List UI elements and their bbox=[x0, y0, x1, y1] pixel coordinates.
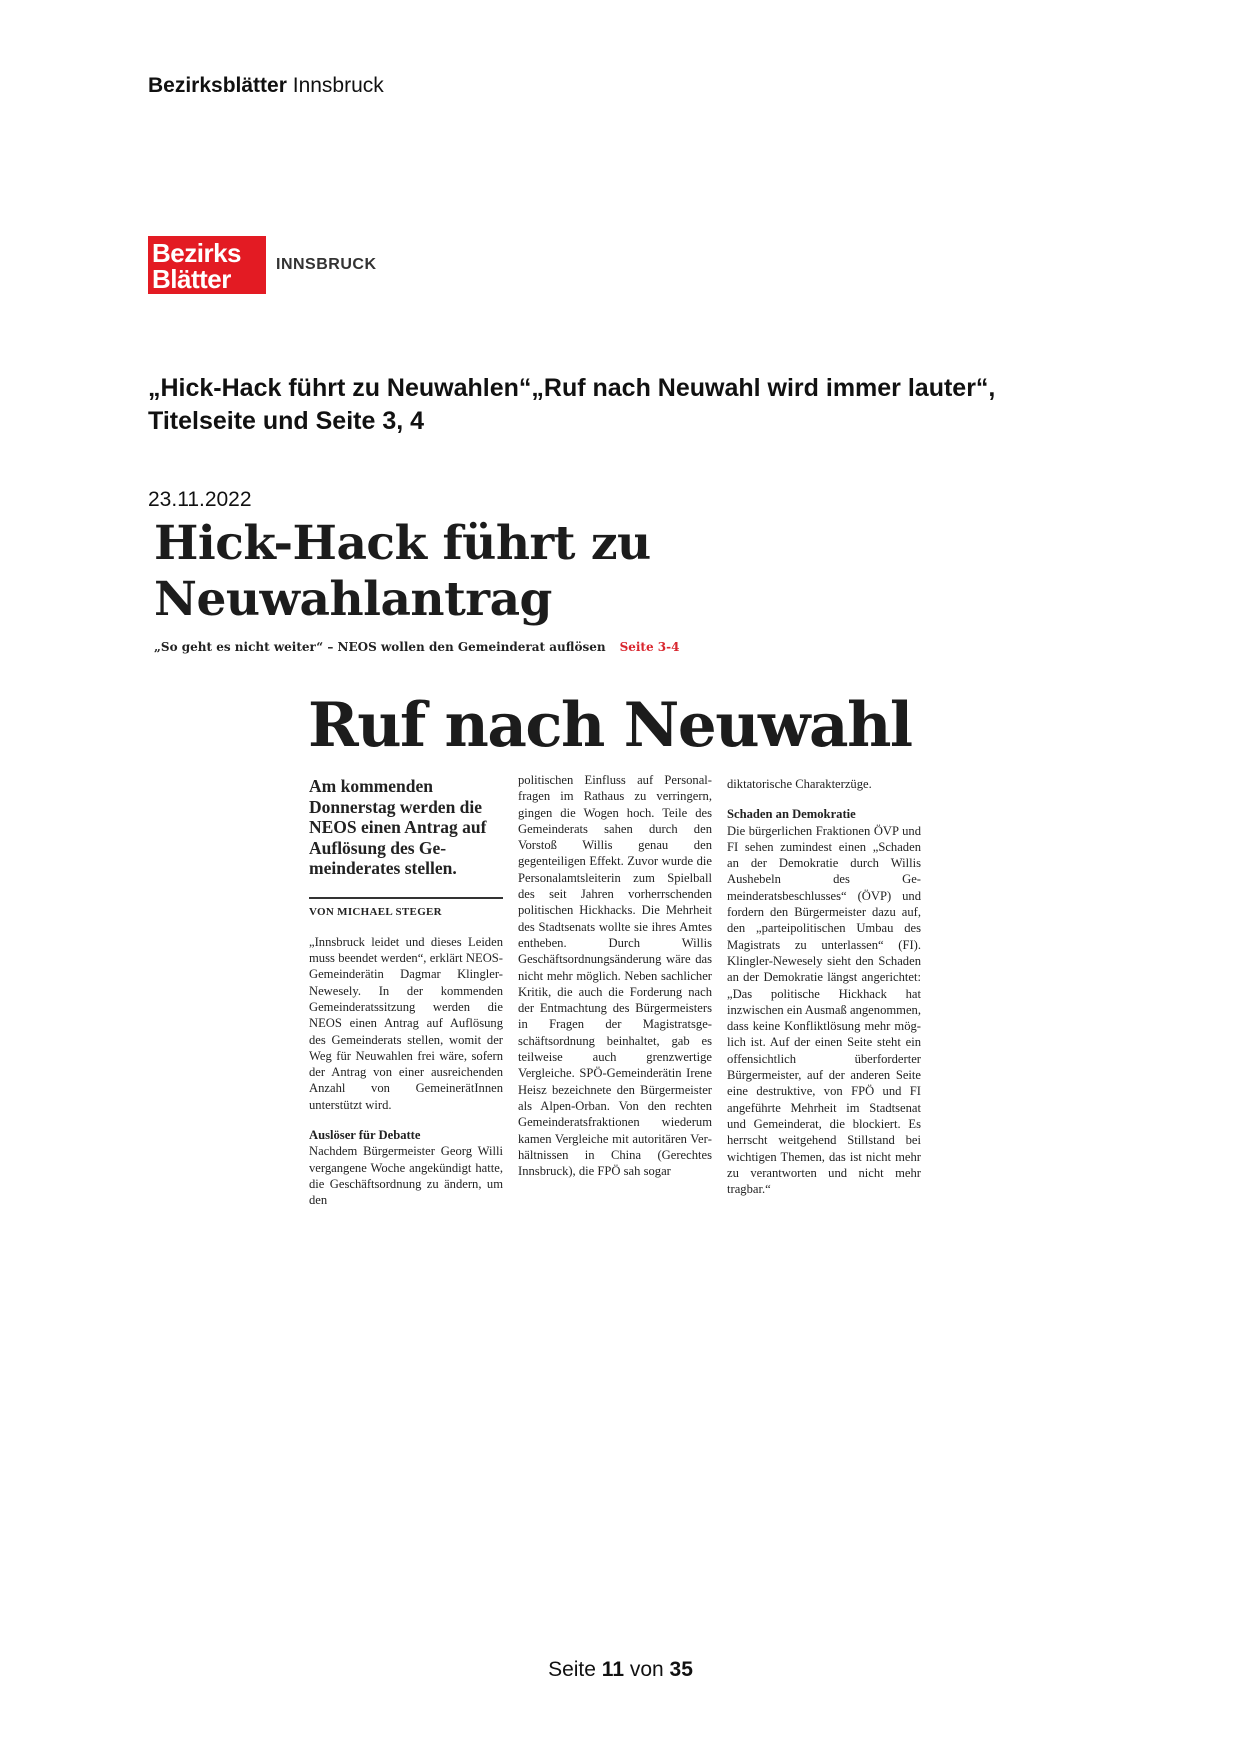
footer-total-pages: 35 bbox=[669, 1658, 693, 1681]
front-page-subline bbox=[154, 640, 679, 654]
article-paragraph: politischen Einfluss auf Personalfragen im Rathaus zu verringern, gingen die Wogen hoch. Teile des Gemeinderats sahen durch den Vorstoß Willis genau den gegenteiligen Effekt. Zuvor wurde die Personalamtsleiterin zum Spielball des seit Jahren vorherrschenden politischen Hickhacks. Die Mehrheit des Stadtsenats wollte sie ihres Amtes entheben. Durch Willis Geschäftsordnungsänderung wäre das nicht mehr möglich. Neben sachlicher Kritik, die auch die Forderung nach der Entmachtung des Bürgermeisters in Fragen der Magistratsgeschäftsordnung beinhaltet, gab es teilweise auch grenzwertige Vergleiche. SPÖ-Gemeinderätin Irene Heisz bezeichnete den Bürgermeister als Alpen-Orban. Von den rechten Gemeinderatsfraktionen wiederum kamen Vergleiche mit autoritären Verhältnissen in China (Gerechtes Innsbruck), die FPÖ sah sogar bbox=[518, 773, 712, 1179]
document-title: „Hick-Hack führt zu Neuwahlen“„Ruf nach Neuwahl wird immer lauter“, Titelseite und Seite 3, 4 bbox=[148, 374, 996, 435]
article-column-1 bbox=[309, 776, 503, 1209]
article-subhead: Auslöser für Debatte bbox=[309, 1128, 421, 1143]
article-column-3 bbox=[727, 776, 921, 1197]
footer-page-number: 11 bbox=[601, 1658, 624, 1681]
logo-line1: Bezirks bbox=[152, 238, 241, 268]
front-page-reference: Seite 3-4 bbox=[619, 640, 680, 654]
article-byline: VON MICHAEL STEGER bbox=[309, 897, 503, 920]
article-paragraph: Nachdem Bürgermeister Georg Willi vergangene Woche angekündigt hatte, die Geschäftsordnung zu ändern, um den bbox=[309, 1144, 503, 1208]
document-date: 23.11.2022 bbox=[148, 488, 252, 511]
footer-prefix: Seite bbox=[548, 1658, 596, 1681]
page-header bbox=[148, 74, 384, 98]
article-column-2 bbox=[518, 772, 712, 1179]
footer-middle: von bbox=[629, 1658, 664, 1681]
logo-line2: Blätter bbox=[152, 264, 231, 294]
logo-city: INNSBRUCK bbox=[276, 256, 377, 273]
article-headline: Ruf nach Neuwahl bbox=[308, 690, 912, 761]
header-brand: Bezirksblätter bbox=[148, 74, 287, 97]
article-subhead: Schaden an Demokratie bbox=[727, 807, 856, 822]
article-paragraph: diktatorische Charakterzüge. bbox=[727, 777, 872, 791]
bezirksblaetter-logo bbox=[148, 236, 266, 294]
front-page-headline: Hick-Hack führt zu Neuwahlantrag bbox=[154, 516, 651, 627]
article-paragraph: „Innsbruck leidet und dieses Leiden muss beendet werden“, erklärt NEOS-Gemeinderätin Dagmar Klingler-Newesely. In der kommenden Gemeinderatssitzung werden die NEOS einen Antrag auf Auflösung des Gemeinderats stellen, womit der Weg für Neuwahlen frei wäre, sofern der Antrag von einer ausreichenden Anzahl von GemeinerätInnen unterstützt wird. bbox=[309, 934, 503, 1112]
page-footer bbox=[0, 1658, 1241, 1682]
front-sub-text: „So geht es nicht weiter“ – NEOS wollen den Gemeinderat auflösen bbox=[154, 640, 606, 654]
header-city: Innsbruck bbox=[292, 74, 384, 97]
article-intro: Am kommenden Donnerstag werden die NEOS einen Antrag auf Auflösung des Gemeinderates stellen. bbox=[309, 776, 487, 878]
article-paragraph: Die bürgerlichen Fraktionen ÖVP und FI sehen zumindest einen „Schaden an der Demokratie durch Willis Aushebeln des Gemeinderatsbeschlusses“ (ÖVP) und fordern den Bürgermeister dazu auf, den „parteipolitischen Umbau des Magistrats zu unterlassen“ (FI). Klingler-Newesely sieht den Schaden an der Demokratie längst angerichtet: „Das politische Hickhack hat inzwischen ein Ausmaß angenommen, dass keine Konfliktlösung mehr möglich ist. Auf der einen Seite steht ein offensichtlich überforderter Bürgermeister, auf der anderen Seite eine destruktive, von FPÖ und FI angeführte Mehrheit im Stadtsenat und Gemeinderat, die blockiert. Es herrscht weitgehend Stillstand bei wichtigen Themen, das ist nicht mehr zu verantworten und nicht mehr tragbar.“ bbox=[727, 823, 921, 1197]
